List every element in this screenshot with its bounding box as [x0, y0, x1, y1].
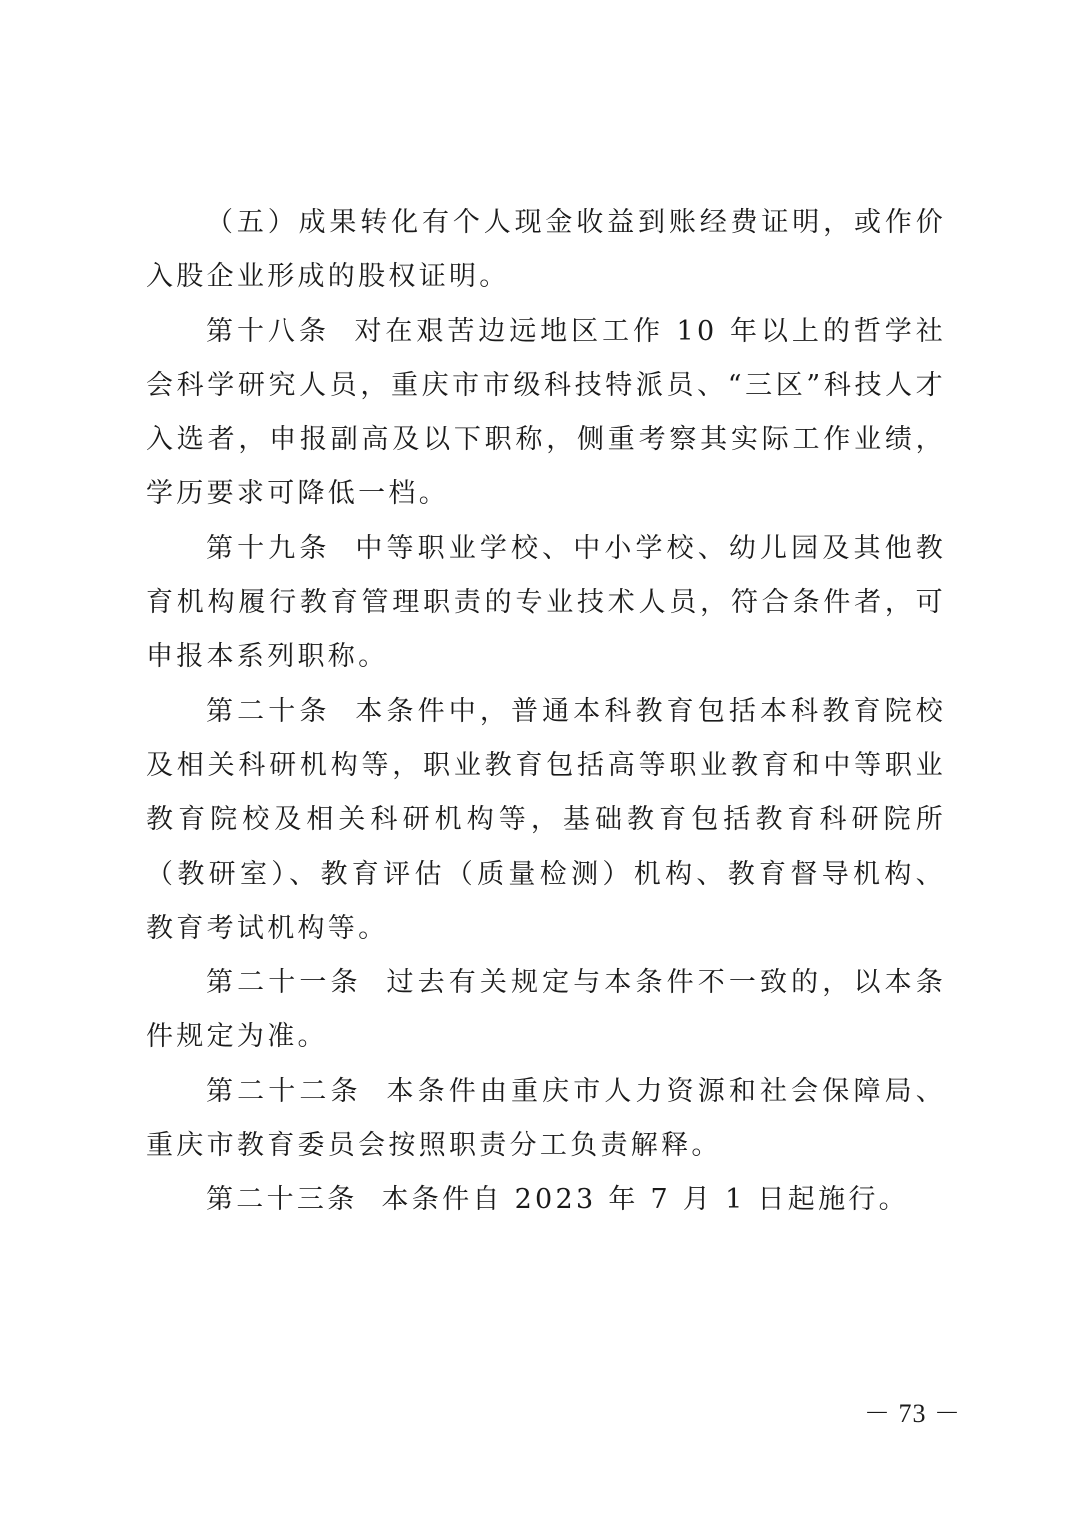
article-text: 本条件由重庆市人力资源和社会保障局、重庆市教育委员会按照职责分工负责解释。: [146, 1075, 946, 1162]
paragraph-item-5: [146, 196, 946, 305]
article-22: [146, 1065, 946, 1174]
article-21: [146, 956, 946, 1065]
article-text: 过去有关规定与本条件不一致的，以本条件规定为准。: [146, 967, 946, 1053]
article-text: 对在艰苦边远地区工作 10 年以上的哲学社会科学研究人员，重庆市市级科技特派员、“三区”科技人才入选者，申报副高及以下职称，侧重考察其实际工作业绩，学历要求可降低一档。: [146, 315, 946, 510]
article-23: [146, 1173, 946, 1227]
article-number: 第二十三条: [206, 1184, 358, 1216]
article-number: 第十九条: [206, 532, 331, 564]
paragraph-text: （五）成果转化有个人现金收益到账经费证明，或作价入股企业形成的股权证明。: [146, 207, 946, 293]
article-number: 第十八条: [206, 315, 330, 347]
article-19: [146, 522, 946, 685]
document-body: [146, 196, 946, 1228]
article-text: 中等职业学校、中小学校、幼儿园及其他教育机构履行教育管理职责的专业技术人员，符合条件者，可申报本系列职称。: [146, 532, 947, 673]
article-number: 第二十二条: [206, 1075, 362, 1107]
article-number: 第二十一条: [206, 967, 362, 999]
article-text: 本条件自 2023 年 7 月 1 日起施行。: [381, 1184, 909, 1216]
article-text: 本条件中，普通本科教育包括本科教育院校及相关科研机构等，职业教育包括高等职业教育和中等职业教育院校及相关科研机构等，基础教育包括教育科研院所（教研室）、教育评估（质量检测）机构、教育督导机构、教育考试机构等。: [146, 695, 947, 944]
article-number: 第二十条: [206, 695, 331, 727]
article-20: [146, 685, 946, 956]
page-number: － 73 －: [864, 1399, 962, 1428]
article-18: [146, 305, 946, 522]
